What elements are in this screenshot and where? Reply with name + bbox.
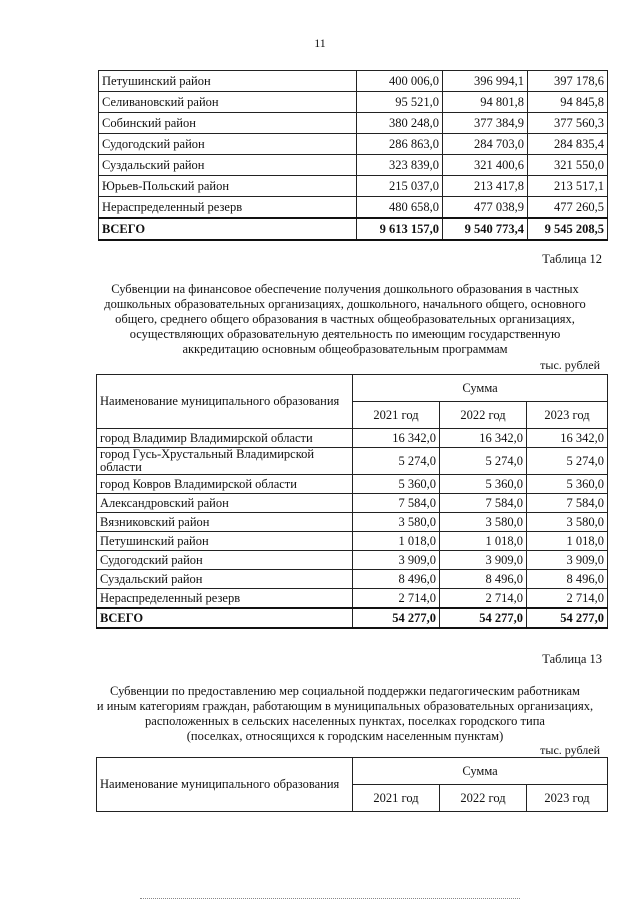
value-2022: 9 540 773,4 <box>443 218 528 240</box>
value-2023: 3 909,0 <box>527 551 608 570</box>
table-13 <box>96 757 608 812</box>
column-header-name: Наименование муниципального образования <box>97 758 353 812</box>
value-2021: 2 714,0 <box>353 589 440 609</box>
value-2021: 215 037,0 <box>357 176 443 197</box>
row-name: Судогодский район <box>99 134 357 155</box>
value-2022: 7 584,0 <box>440 494 527 513</box>
value-2021: 7 584,0 <box>353 494 440 513</box>
table-row <box>97 429 608 448</box>
page-number: 11 <box>314 36 326 50</box>
value-2023: 7 584,0 <box>527 494 608 513</box>
row-name: город Ковров Владимирской области <box>97 475 353 494</box>
value-2023: 9 545 208,5 <box>528 218 608 240</box>
table-row <box>99 134 608 155</box>
value-2023: 377 560,3 <box>528 113 608 134</box>
table-12-units: тыс. рублей <box>540 358 600 372</box>
value-2021: 380 248,0 <box>357 113 443 134</box>
table-12 <box>96 374 608 629</box>
value-2022: 213 417,8 <box>443 176 528 197</box>
row-name: Суздальский район <box>99 155 357 176</box>
table-row <box>97 589 608 609</box>
column-header-name: Наименование муниципального образования <box>97 375 353 429</box>
row-name: ВСЕГО <box>99 218 357 240</box>
value-2022: 54 277,0 <box>440 608 527 628</box>
row-name: Петушинский район <box>97 532 353 551</box>
row-name: Петушинский район <box>99 71 357 92</box>
caption-line: и иным категориям граждан, работающим в муниципальных образовательных организациях, <box>96 699 594 713</box>
row-name: Нераспределенный резерв <box>99 197 357 219</box>
value-2023: 5 274,0 <box>527 448 608 475</box>
table-row <box>97 448 608 475</box>
value-2022: 284 703,0 <box>443 134 528 155</box>
table-13-label: Таблица 13 <box>542 652 602 666</box>
table-12-caption <box>80 282 610 357</box>
value-2021: 3 909,0 <box>353 551 440 570</box>
value-2022: 8 496,0 <box>440 570 527 589</box>
caption-line: Субвенции по предоставлению мер социальной поддержки педагогическим работникам <box>110 684 580 698</box>
value-2023: 1 018,0 <box>527 532 608 551</box>
table-row <box>99 155 608 176</box>
value-2023: 2 714,0 <box>527 589 608 609</box>
caption-line: осуществляющих образовательную деятельность по имеющим государственную <box>129 327 561 341</box>
caption-line: Субвенции на финансовое обеспечение получения дошкольного образования в частных <box>111 282 579 296</box>
value-2022: 321 400,6 <box>443 155 528 176</box>
table-row <box>97 551 608 570</box>
value-2023: 213 517,1 <box>528 176 608 197</box>
value-2021: 9 613 157,0 <box>357 218 443 240</box>
value-2023: 54 277,0 <box>527 608 608 628</box>
value-2021: 5 274,0 <box>353 448 440 475</box>
caption-line: дошкольных образовательных организациях, дошкольного, начального общего, основного <box>104 297 586 311</box>
value-2023: 284 835,4 <box>528 134 608 155</box>
value-2023: 8 496,0 <box>527 570 608 589</box>
table-row <box>99 71 608 92</box>
table-row <box>99 197 608 219</box>
value-2022: 396 994,1 <box>443 71 528 92</box>
row-name: ВСЕГО <box>97 608 353 628</box>
value-2022: 94 801,8 <box>443 92 528 113</box>
value-2022: 477 038,9 <box>443 197 528 219</box>
caption-line: общего, среднего общего образования в частных общеобразовательных организациях, <box>115 312 575 326</box>
row-name: Суздальский район <box>97 570 353 589</box>
row-name: Судогодский район <box>97 551 353 570</box>
column-header-2022: 2022 год <box>440 785 527 812</box>
value-2021: 54 277,0 <box>353 608 440 628</box>
value-2022: 1 018,0 <box>440 532 527 551</box>
column-header-2021: 2021 год <box>353 402 440 429</box>
value-2022: 2 714,0 <box>440 589 527 609</box>
value-2022: 16 342,0 <box>440 429 527 448</box>
value-2021: 1 018,0 <box>353 532 440 551</box>
column-header-2023: 2023 год <box>527 785 608 812</box>
budget-table-continued <box>98 70 608 241</box>
value-2023: 477 260,5 <box>528 197 608 219</box>
value-2021: 3 580,0 <box>353 513 440 532</box>
column-header-2023: 2023 год <box>527 402 608 429</box>
row-name: Селивановский район <box>99 92 357 113</box>
scan-artifact-line <box>140 898 520 900</box>
table-row <box>97 532 608 551</box>
value-2023: 16 342,0 <box>527 429 608 448</box>
table-12-label: Таблица 12 <box>542 252 602 266</box>
table-row <box>97 494 608 513</box>
row-name: Александровский район <box>97 494 353 513</box>
total-row <box>99 218 608 240</box>
value-2022: 3 580,0 <box>440 513 527 532</box>
value-2021: 95 521,0 <box>357 92 443 113</box>
row-name: Вязниковский район <box>97 513 353 532</box>
row-name: Собинский район <box>99 113 357 134</box>
column-header-sum: Сумма <box>353 758 608 785</box>
table-row <box>97 513 608 532</box>
column-header-sum: Сумма <box>353 375 608 402</box>
total-row <box>97 608 608 628</box>
column-header-2022: 2022 год <box>440 402 527 429</box>
value-2023: 321 550,0 <box>528 155 608 176</box>
table-13-units: тыс. рублей <box>540 743 600 757</box>
value-2021: 8 496,0 <box>353 570 440 589</box>
table-row <box>99 92 608 113</box>
value-2022: 5 274,0 <box>440 448 527 475</box>
value-2022: 377 384,9 <box>443 113 528 134</box>
value-2021: 400 006,0 <box>357 71 443 92</box>
table-13-caption <box>80 684 610 744</box>
row-name: Юрьев-Польский район <box>99 176 357 197</box>
value-2023: 5 360,0 <box>527 475 608 494</box>
value-2023: 397 178,6 <box>528 71 608 92</box>
row-name: Нераспределенный резерв <box>97 589 353 609</box>
value-2023: 94 845,8 <box>528 92 608 113</box>
table-row <box>99 176 608 197</box>
row-name: город Владимир Владимирской области <box>97 429 353 448</box>
caption-line: аккредитацию основным общеобразовательным программам <box>182 342 508 356</box>
value-2021: 5 360,0 <box>353 475 440 494</box>
row-name: город Гусь-Хрустальный Владимирской области <box>97 448 353 475</box>
value-2021: 286 863,0 <box>357 134 443 155</box>
value-2023: 3 580,0 <box>527 513 608 532</box>
value-2021: 480 658,0 <box>357 197 443 219</box>
value-2022: 5 360,0 <box>440 475 527 494</box>
table-row <box>97 570 608 589</box>
column-header-2021: 2021 год <box>353 785 440 812</box>
caption-line: (поселках, относящихся к городским населенным пунктам) <box>186 729 504 743</box>
caption-line: расположенных в сельских населенных пунктах, поселках городского типа <box>145 714 545 728</box>
value-2021: 323 839,0 <box>357 155 443 176</box>
table-row <box>97 475 608 494</box>
table-row <box>99 113 608 134</box>
value-2021: 16 342,0 <box>353 429 440 448</box>
value-2022: 3 909,0 <box>440 551 527 570</box>
